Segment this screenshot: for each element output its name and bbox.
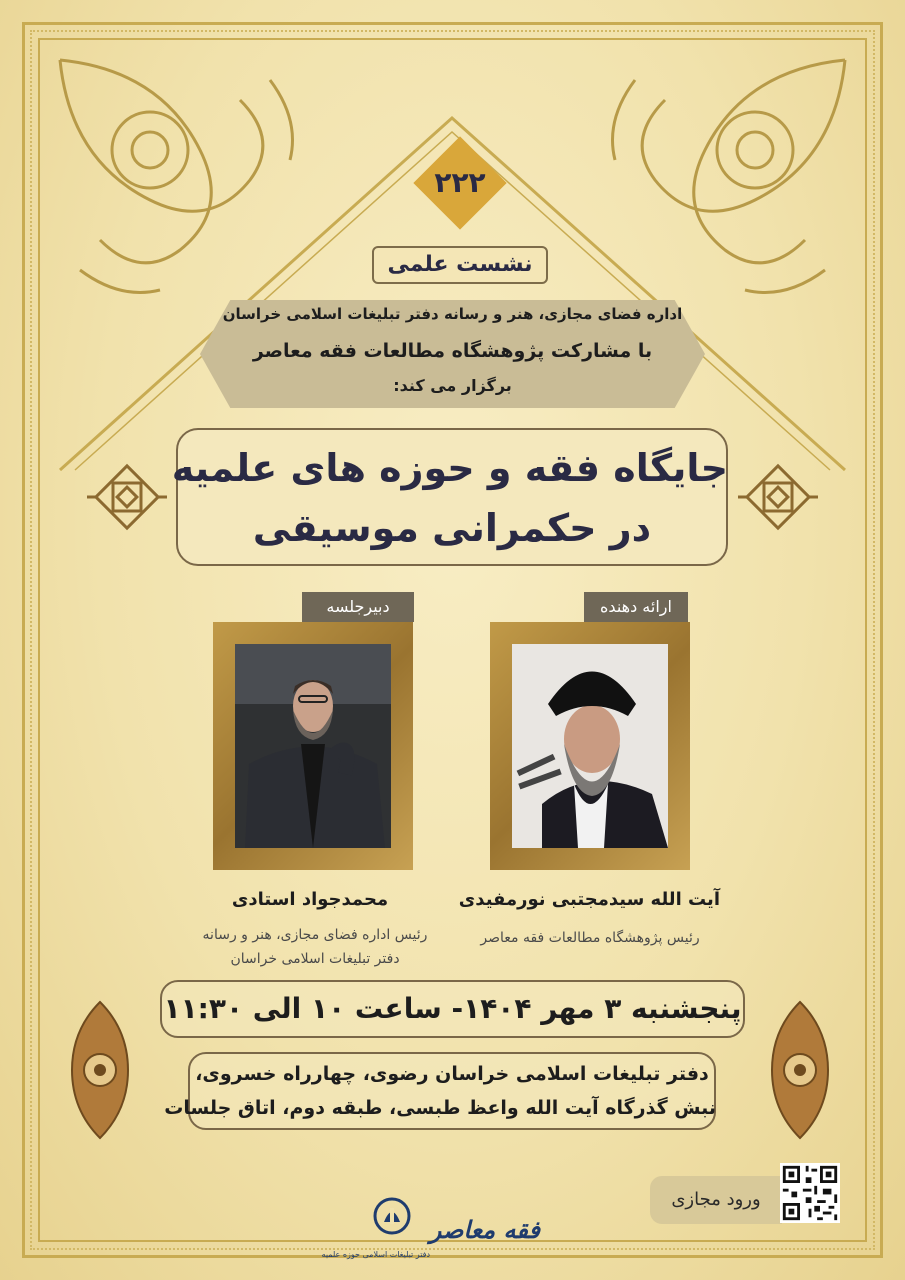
topic-line-1: جایگاه فقه و حوزه های علمیه: [171, 446, 728, 490]
presenter-photo-frame: [490, 622, 690, 870]
feqh-moaser-logo: فقه معاصر: [429, 1216, 540, 1244]
qr-code-icon[interactable]: [780, 1163, 840, 1223]
organizer-line-1: اداره فضای مجازی، هنر و رسانه دفتر تبلیغات اسلامی خراسان: [222, 305, 683, 323]
session-number: ۲۲۲: [434, 166, 486, 199]
corner-ornament-right: [613, 60, 846, 293]
address-line-2: نبش گذرگاه آیت الله واعظ طبسی، طبقه دوم، اتاق جلسات: [164, 1097, 716, 1119]
topic-line-2: در حکمرانی موسیقی: [252, 506, 652, 550]
virtual-entry-label[interactable]: ورود مجازی: [671, 1189, 761, 1210]
moderator-title-1: رئیس اداره فضای مجازی، هنر و رسانه: [202, 927, 428, 943]
tablighat-logo-caption: دفتر تبلیغات اسلامی حوزه علمیه: [321, 1250, 430, 1259]
organizer-line-3: برگزار می کند:: [393, 376, 512, 395]
corner-ornament-left: [60, 60, 293, 293]
event-type: نشست علمی: [387, 252, 533, 277]
organizer-line-2: با مشارکت پژوهشگاه مطالعات فقه معاصر: [252, 340, 653, 362]
moderator-title-2: دفتر تبلیغات اسلامی خراسان: [230, 951, 400, 967]
presenter-name: آیت الله سیدمجتبی نورمفیدی: [458, 889, 720, 910]
presenter-photo: [512, 644, 668, 848]
moderator-photo: [235, 644, 391, 848]
medallion-ornament-right: [772, 1002, 828, 1138]
presenter-role-tab: ارائه دهنده: [584, 592, 688, 622]
moderator-role-tab: دبیرجلسه: [302, 592, 414, 622]
medallion-ornament-left: [72, 1002, 128, 1138]
tablighat-logo-icon: [372, 1196, 412, 1246]
knot-ornament-left: [87, 466, 167, 528]
event-datetime: پنجشنبه ۳ مهر ۱۴۰۴- ساعت ۱۰ الی ۱۱:۳۰: [163, 992, 742, 1025]
knot-ornament-right: [738, 466, 818, 528]
moderator-name: محمدجواد استادی: [231, 889, 389, 910]
address-line-1: دفتر تبلیغات اسلامی خراسان رضوی، چهارراه خسروی،: [195, 1063, 709, 1085]
moderator-photo-frame: [213, 622, 413, 870]
presenter-title: رئیس پژوهشگاه مطالعات فقه معاصر: [480, 930, 700, 946]
